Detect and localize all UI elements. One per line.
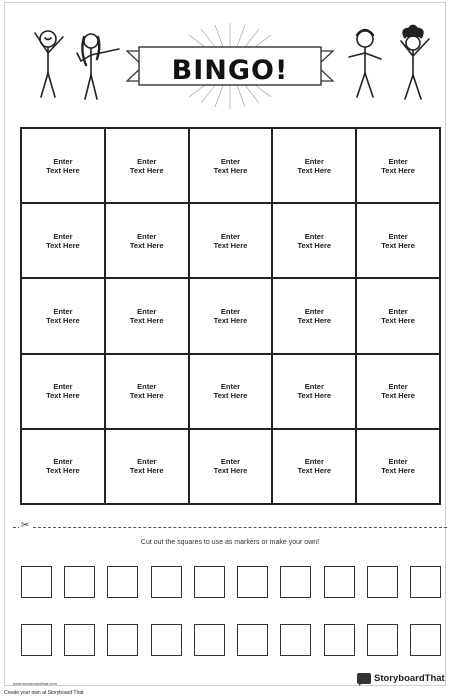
cell-line-2: Text Here: [297, 466, 332, 476]
marker-square: [324, 624, 355, 656]
bingo-cell-text: [381, 382, 415, 400]
bingo-cell-text: [46, 307, 80, 325]
bingo-cell[interactable]: [105, 203, 189, 278]
marker-square: [410, 624, 441, 656]
bingo-cell-text: [46, 157, 80, 175]
cell-line-2: Text Here: [129, 240, 164, 250]
cell-line-1: Enter: [137, 231, 157, 241]
bingo-cell-text: [46, 382, 80, 400]
cell-line-2: Text Here: [129, 165, 164, 175]
cell-line-1: Enter: [220, 231, 241, 241]
bingo-cell[interactable]: [105, 278, 189, 353]
bingo-cell-text: [214, 307, 248, 325]
scissors-icon: ✂: [21, 520, 30, 531]
bingo-cell[interactable]: [272, 429, 356, 504]
marker-row: [21, 624, 441, 656]
bingo-cell[interactable]: [356, 429, 440, 504]
bingo-cell[interactable]: [356, 128, 440, 203]
cell-line-1: Enter: [220, 156, 241, 166]
cell-line-1: Enter: [388, 306, 408, 316]
marker-square: [194, 624, 225, 656]
bingo-cell-text: [130, 307, 164, 325]
cell-line-2: Text Here: [297, 165, 332, 175]
cell-line-2: Text Here: [381, 240, 415, 250]
cell-line-1: Enter: [137, 156, 157, 166]
cell-line-1: Enter: [137, 382, 157, 392]
bingo-cell[interactable]: [272, 278, 356, 353]
bingo-cell[interactable]: [21, 128, 105, 203]
logo-text: StoryboardThat: [374, 672, 445, 684]
marker-square: [237, 624, 268, 656]
bingo-cell[interactable]: [21, 354, 105, 429]
marker-square: [151, 624, 182, 656]
cell-line-1: Enter: [220, 457, 241, 467]
cell-line-1: Enter: [388, 156, 408, 166]
bingo-cell-text: [130, 157, 164, 175]
cell-line-1: Enter: [220, 382, 241, 392]
bingo-cell-text: [381, 307, 415, 325]
cell-line-1: Enter: [53, 156, 73, 166]
marker-square: [107, 624, 138, 656]
bingo-cell-text: [46, 457, 80, 475]
bingo-cell[interactable]: [21, 429, 105, 504]
marker-row: [21, 566, 441, 598]
cell-line-1: Enter: [388, 231, 408, 241]
bingo-cell-text: [214, 382, 248, 400]
marker-square: [194, 566, 225, 598]
marker-square: [107, 566, 138, 598]
bingo-cell[interactable]: [189, 128, 273, 203]
storyboardthat-logo[interactable]: [357, 671, 445, 685]
bingo-cell-text: [214, 457, 248, 475]
cell-line-2: Text Here: [46, 240, 80, 250]
marker-square: [367, 566, 398, 598]
bingo-cell-text: [381, 232, 415, 250]
cell-line-2: Text Here: [297, 240, 332, 250]
bingo-cell[interactable]: [272, 203, 356, 278]
cell-line-2: Text Here: [213, 315, 248, 325]
bingo-cell[interactable]: [105, 429, 189, 504]
cell-line-1: Enter: [304, 306, 324, 316]
cell-line-1: Enter: [304, 382, 324, 392]
bingo-cell-text: [130, 232, 164, 250]
bingo-cell[interactable]: [356, 354, 440, 429]
bingo-cell[interactable]: [356, 278, 440, 353]
bingo-cell-text: [381, 457, 415, 475]
speech-bubble-icon: [357, 673, 371, 684]
bingo-cell-text: [46, 232, 80, 250]
cell-line-2: Text Here: [129, 315, 164, 325]
cell-line-2: Text Here: [46, 466, 80, 476]
bingo-cell-text: [297, 382, 331, 400]
cell-line-2: Text Here: [213, 466, 248, 476]
bingo-cell[interactable]: [105, 354, 189, 429]
cell-line-1: Enter: [53, 457, 73, 467]
left-children-illustration: [23, 23, 125, 101]
cell-line-1: Enter: [137, 457, 157, 467]
cell-line-2: Text Here: [46, 315, 80, 325]
bingo-cell-text: [214, 157, 248, 175]
bingo-cell[interactable]: [189, 429, 273, 504]
cell-line-2: Text Here: [46, 165, 80, 175]
bingo-cell[interactable]: [105, 128, 189, 203]
marker-square: [280, 566, 311, 598]
page-title: BINGO!: [171, 55, 289, 86]
footer-url: www.storyboardthat.com: [13, 681, 57, 686]
bingo-cell[interactable]: [189, 354, 273, 429]
cell-line-2: Text Here: [381, 466, 415, 476]
cell-line-2: Text Here: [381, 391, 415, 401]
cell-line-1: Enter: [388, 457, 408, 467]
bingo-cell[interactable]: [21, 278, 105, 353]
marker-square: [367, 624, 398, 656]
marker-square: [64, 624, 95, 656]
cell-line-1: Enter: [304, 231, 324, 241]
cell-line-2: Text Here: [297, 391, 332, 401]
marker-square: [21, 566, 52, 598]
cell-line-2: Text Here: [213, 240, 248, 250]
marker-square: [21, 624, 52, 656]
marker-square: [280, 624, 311, 656]
create-your-own-link[interactable]: Create your own at Storyboard That: [4, 690, 84, 696]
bingo-cell[interactable]: [272, 354, 356, 429]
bingo-cell[interactable]: [21, 203, 105, 278]
cell-line-1: Enter: [304, 156, 324, 166]
right-children-illustration: [343, 23, 443, 101]
bingo-cell[interactable]: [272, 128, 356, 203]
cell-line-1: Enter: [137, 306, 157, 316]
cell-line-2: Text Here: [46, 391, 80, 401]
cell-line-2: Text Here: [297, 315, 332, 325]
cell-line-2: Text Here: [381, 165, 415, 175]
cell-line-2: Text Here: [213, 165, 248, 175]
marker-square: [151, 566, 182, 598]
cell-line-2: Text Here: [129, 391, 164, 401]
bingo-cell-text: [130, 457, 164, 475]
worksheet-page: [4, 2, 446, 686]
marker-square: [324, 566, 355, 598]
bingo-cell-text: [130, 382, 164, 400]
cell-line-1: Enter: [388, 382, 408, 392]
marker-square: [237, 566, 268, 598]
cell-line-1: Enter: [53, 382, 73, 392]
cut-line: [13, 527, 447, 528]
bingo-cell-text: [297, 232, 331, 250]
cell-line-2: Text Here: [381, 315, 415, 325]
bingo-cell[interactable]: [189, 203, 273, 278]
marker-square: [64, 566, 95, 598]
bingo-banner: [125, 43, 335, 101]
cell-line-2: Text Here: [129, 466, 164, 476]
cell-line-1: Enter: [53, 231, 73, 241]
bingo-cell[interactable]: [189, 278, 273, 353]
bingo-cell-text: [214, 232, 248, 250]
cell-line-1: Enter: [53, 306, 73, 316]
cell-line-1: Enter: [304, 457, 324, 467]
cut-instructions: Cut out the squares to use as markers or make your own!: [140, 539, 320, 546]
bingo-cell-text: [297, 457, 331, 475]
bingo-cell-text: [297, 307, 331, 325]
bingo-cell[interactable]: [356, 203, 440, 278]
cell-line-1: Enter: [220, 306, 241, 316]
bingo-grid: [20, 127, 441, 505]
bingo-cell-text: [381, 157, 415, 175]
cell-line-2: Text Here: [213, 391, 248, 401]
bingo-cell-text: [297, 157, 331, 175]
marker-square: [410, 566, 441, 598]
